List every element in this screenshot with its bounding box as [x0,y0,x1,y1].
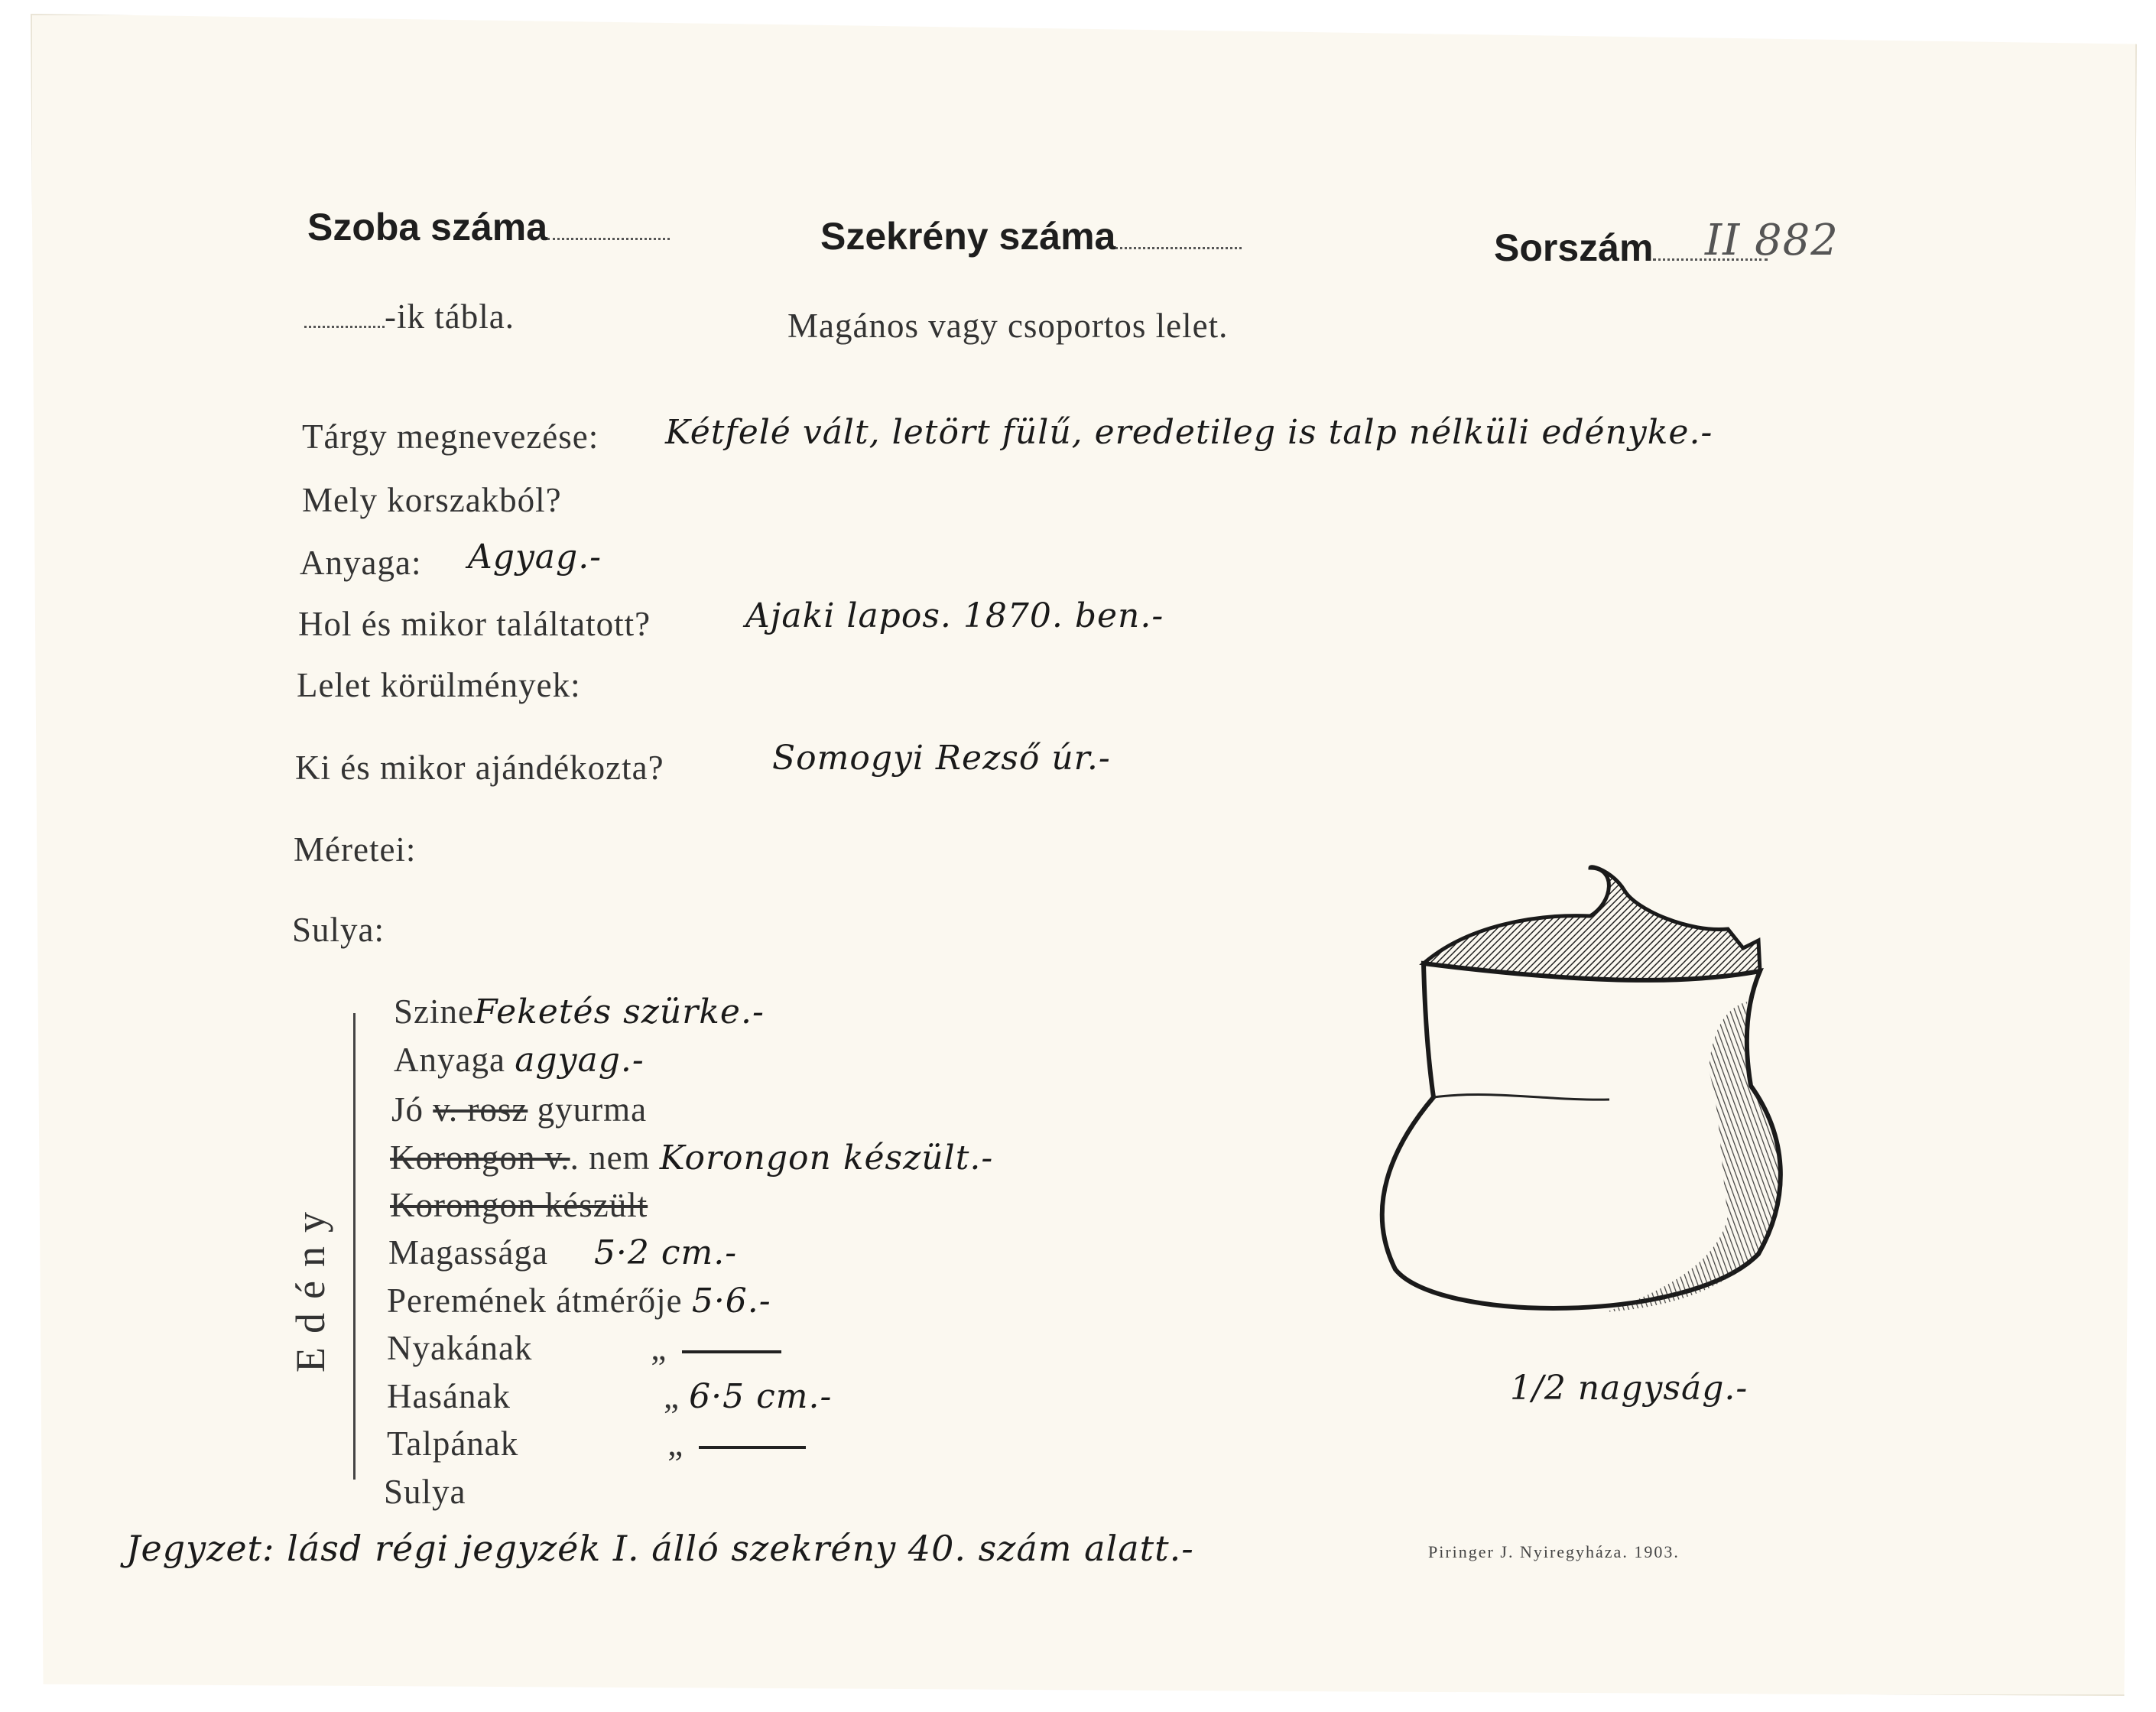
donor-label: Ki és mikor ajándékozta? [295,749,664,787]
vessel-side-label: Edény [287,1198,333,1373]
donor-value: Somogyi Rezső úr.- [772,739,1111,778]
find-type-label: Magános vagy csoportos lelet. [787,307,1229,345]
printer-imprint: Piringer J. Nyiregyháza. 1903. [1428,1542,1680,1561]
vessel-rim-row: Peremének átmérője 5·6.- [387,1282,771,1321]
plate-label: -ik tábla. [304,297,515,336]
object-name-value: Kétfelé vált, letört fülű, eredetileg is talp nélküli edényke.- [665,413,1713,452]
cabinet-number-label: Szekrény száma [820,214,1242,258]
vessel-neck-row: Nyakának „ [387,1328,781,1368]
vessel-drawing [1361,856,1820,1346]
dimensions-label: Méretei: [294,830,417,869]
vessel-color-row: SzineFeketés szürke.- [394,992,765,1031]
vessel-belly-row: Hasának „ 6·5 cm.- [387,1377,833,1416]
vessel-base-row: Talpának „ [387,1424,806,1463]
vessel-weight-row: Sulya [384,1473,466,1511]
vessel-material-row: Anyaga agyag.- [394,1041,645,1080]
found-value: Ajaki lapos. 1870. ben.- [745,596,1164,635]
vessel-paste-row: Jó v. rosz gyurma [391,1090,648,1129]
found-label: Hol és mikor találtatott? [298,605,651,643]
footer-note: Jegyzet: lásd régi jegyzék I. álló szekrény 40. szám alatt.- [126,1528,1194,1569]
period-label: Mely korszakból? [302,481,562,519]
vessel-wheel-row: Korongon v.. nem Korongon készült.- [390,1139,994,1178]
object-name-label: Tárgy megnevezése: [302,417,599,456]
room-number-label: Szoba száma [307,205,670,249]
vessel-made-row: Korongon készült [390,1186,648,1224]
drawing-scale-caption: 1/2 nagyság.- [1510,1369,1749,1408]
weight-label: Sulya: [292,911,385,949]
material-value: Agyag.- [468,538,602,577]
serial-number-value: II 882 [1705,216,1839,265]
material-label: Anyaga: [300,544,422,582]
vessel-bracket-line [353,1013,356,1480]
serial-number-label: Sorszám [1494,226,1768,270]
circumstances-label: Lelet körülmények: [297,666,581,704]
vessel-height-row: Magassága 5·2 cm.- [388,1233,738,1272]
